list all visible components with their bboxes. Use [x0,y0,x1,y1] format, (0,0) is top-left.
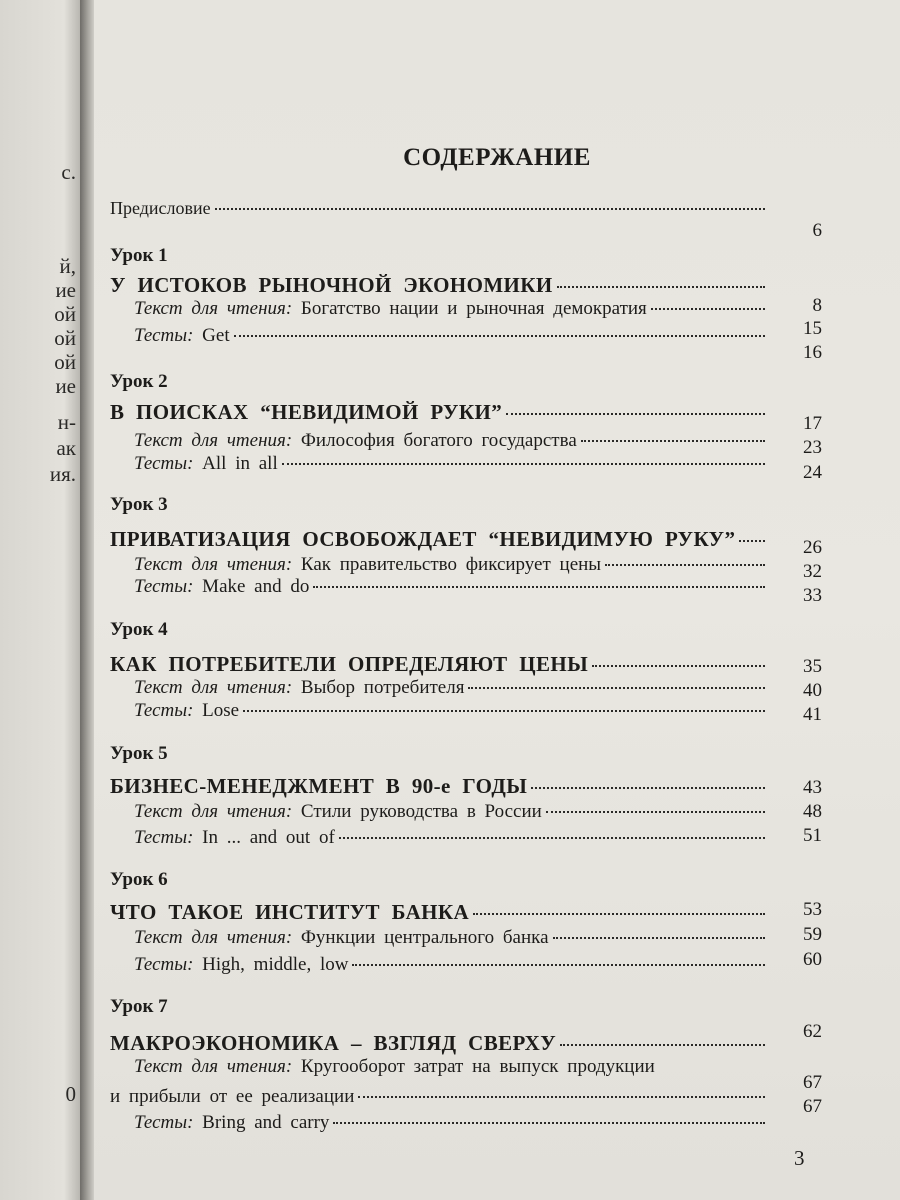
leader-dots [243,710,765,712]
toc-row-tests [134,954,765,976]
reading-label: Текст для чтения: [134,677,293,698]
left-page-edge [0,0,80,1200]
tests-title: Get [202,325,230,346]
leader-dots [506,413,765,415]
toc-row-lesson-title [110,273,765,298]
leader-dots [282,463,765,465]
tests-label: Тесты: [134,325,194,346]
leader-dots [333,1122,765,1124]
page-ref: 59 [803,924,822,945]
reading-title: Стили руководства в России [300,801,542,822]
toc-row-lesson-title [110,1031,765,1056]
lesson-title: ПРИВАТИЗАЦИЯ ОСВОБОЖДАЕТ “НЕВИДИМУЮ РУКУ” [110,527,736,551]
page-ref: 6 [812,220,822,241]
toc-row-preface [110,198,765,219]
toc-row-lesson-title [110,900,765,925]
tests-title: High, middle, low [202,954,349,975]
page-ref: 17 [803,413,822,434]
toc-row-tests [134,453,765,475]
left-page-fragment: ие [55,374,76,398]
reading-label: Текст для чтения: [134,927,293,948]
reading-label: Текст для чтения: [134,298,293,319]
toc-row-lesson-title [110,527,765,552]
lesson-title: БИЗНЕС-МЕНЕДЖМЕНТ В 90-е ГОДЫ [110,774,528,798]
lesson-label: Урок 3 [110,494,168,515]
toc-row-reading-cont [110,1086,765,1108]
page-ref: 41 [803,704,822,725]
reading-label: Текст для чтения: [134,430,293,451]
reading-title: Богатство нации и рыночная демократия [300,298,647,319]
leader-dots [531,787,765,789]
lesson-title: КАК ПОТРЕБИТЕЛИ ОПРЕДЕЛЯЮТ ЦЕНЫ [110,652,589,676]
tests-title: In ... and out of [202,827,335,848]
page-ref: 67 [803,1072,822,1093]
page-ref: 53 [803,899,822,920]
lesson-label: Урок 6 [110,869,168,890]
toc-row-lesson-title [110,400,765,425]
reading-title: Философия богатого государства [300,430,577,451]
left-page-fragment: ой [54,326,76,350]
left-page-fragment: ак [56,436,76,460]
reading-label: Текст для чтения: [134,801,293,822]
toc-row-reading [134,677,765,699]
toc-row-tests [134,700,765,722]
reading-label: Текст для чтения: [134,554,293,575]
left-page-fragment: ой [54,350,76,374]
lesson-title: МАКРОЭКОНОМИКА – ВЗГЛЯД СВЕРХУ [110,1031,557,1055]
tests-title: Make and do [202,576,310,597]
toc-row-tests [134,827,765,849]
leader-dots [581,440,765,442]
left-page-fragment: с. [61,160,76,184]
page-ref: 51 [803,825,822,846]
leader-dots [739,540,765,542]
lesson-title: ЧТО ТАКОЕ ИНСТИТУТ БАНКА [110,900,470,924]
reading-title: Выбор потребителя [300,677,465,698]
leader-dots [468,687,765,689]
lesson-label: Урок 7 [110,996,168,1017]
lesson-label: Урок 5 [110,743,168,764]
leader-dots [553,937,765,939]
toc-row-reading [134,430,765,452]
page-ref: 26 [803,537,822,558]
reading-title-cont: и прибыли от ее реализации [110,1086,355,1107]
tests-label: Тесты: [134,576,194,597]
toc-row-reading [134,1056,655,1078]
page-ref: 43 [803,777,822,798]
leader-dots [560,1044,765,1046]
leader-dots [592,665,765,667]
page-number: 3 [794,1146,805,1170]
page-ref: 40 [803,680,822,701]
tests-label: Тесты: [134,827,194,848]
page-ref: 62 [803,1021,822,1042]
page-ref: 23 [803,437,822,458]
tests-label: Тесты: [134,453,194,474]
tests-title: Bring and carry [202,1112,330,1133]
left-page-fragment: й, [59,254,76,278]
contents-page [94,0,900,1200]
page-ref: 24 [803,462,822,483]
leader-dots [557,286,765,288]
leader-dots [313,586,765,588]
leader-dots [358,1096,765,1098]
book-gutter [80,0,94,1200]
leader-dots [651,308,765,310]
reading-title: Кругооборот затрат на выпуск продукции [300,1056,655,1077]
page-ref: 60 [803,949,822,970]
leader-dots [339,837,765,839]
page-ref: 67 [803,1096,822,1117]
page-ref: 16 [803,342,822,363]
tests-label: Тесты: [134,1112,194,1133]
left-page-fragment: ой [54,302,76,326]
toc-row-reading [134,927,765,949]
left-page-fragment: 0 [65,1082,76,1106]
page-ref: 48 [803,801,822,822]
reading-label: Текст для чтения: [134,1056,293,1077]
lesson-title: В ПОИСКАХ “НЕВИДИМОЙ РУКИ” [110,400,503,424]
preface-label: Предисловие [110,198,211,218]
toc-row-reading [134,801,765,823]
left-page-fragment: ие [55,278,76,302]
page-ref: 8 [812,295,822,316]
leader-dots [352,964,765,966]
tests-title: Lose [202,700,240,721]
leader-dots [234,335,765,337]
leader-dots [473,913,765,915]
lesson-title: У ИСТОКОВ РЫНОЧНОЙ ЭКОНОМИКИ [110,273,553,297]
reading-title: Как правительство фиксирует цены [300,554,602,575]
page-title: СОДЕРЖАНИЕ [403,144,591,171]
tests-label: Тесты: [134,954,194,975]
tests-label: Тесты: [134,700,194,721]
toc-row-lesson-title [110,774,765,799]
reading-title: Функции центрального банка [300,927,549,948]
page-ref: 35 [803,656,822,677]
toc-row-tests [134,1112,765,1134]
toc-row-tests [134,576,765,598]
lesson-label: Урок 1 [110,245,168,266]
page-ref: 32 [803,561,822,582]
page-ref: 15 [803,318,822,339]
lesson-label: Урок 2 [110,371,168,392]
page-ref: 33 [803,585,822,606]
toc-row-lesson-title [110,652,765,677]
left-page-fragment: ия. [49,462,76,486]
leader-dots [215,208,765,210]
toc-row-reading [134,298,765,320]
toc-row-reading [134,554,765,576]
tests-title: All in all [202,453,278,474]
leader-dots [546,811,765,813]
lesson-label: Урок 4 [110,619,168,640]
leader-dots [605,564,765,566]
toc-row-tests [134,325,765,347]
left-page-fragment: н- [57,410,76,434]
